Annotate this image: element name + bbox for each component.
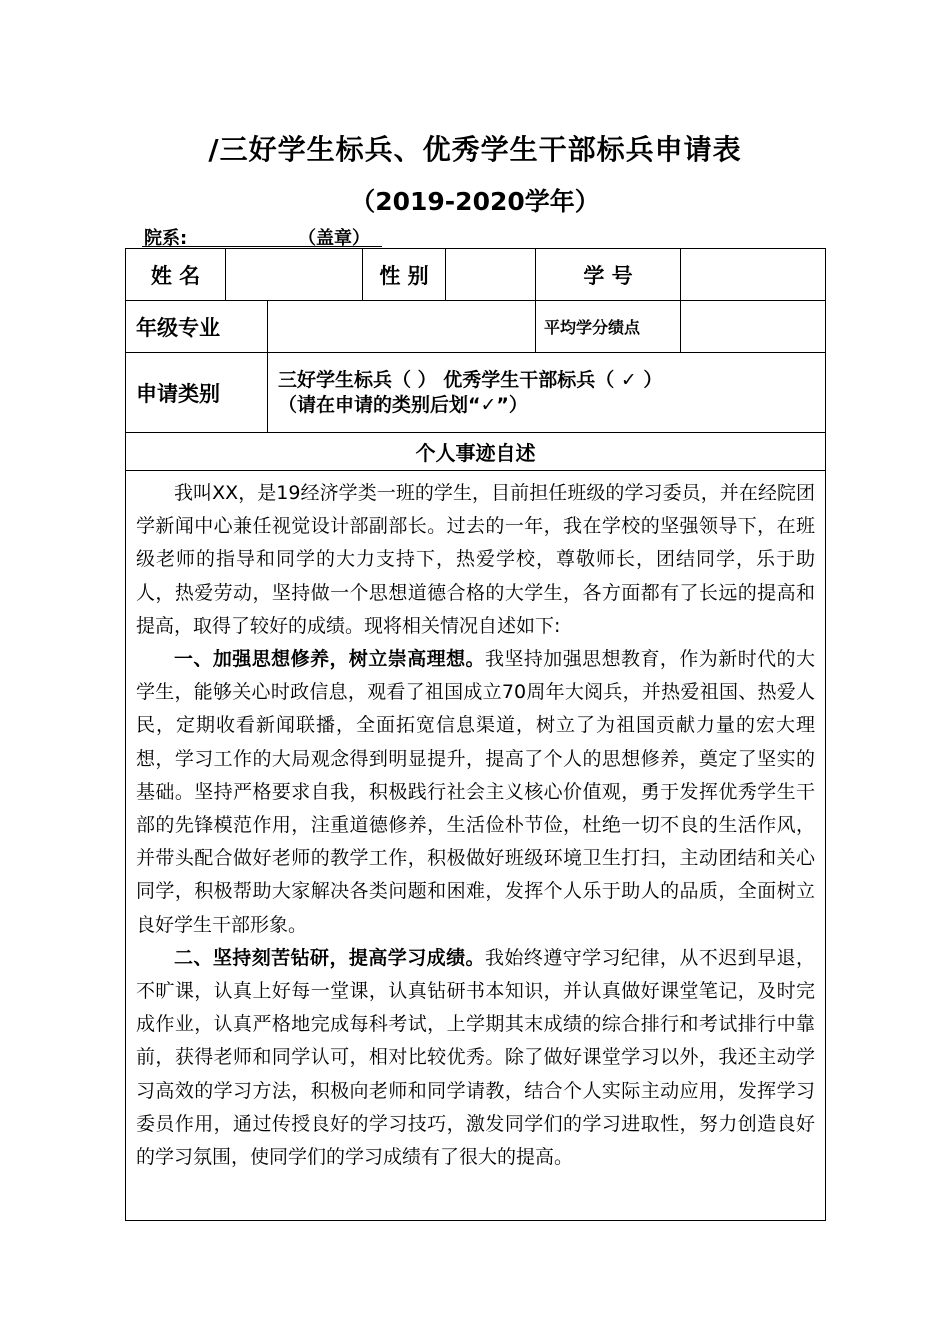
statement-paragraph-intro: 我叫XX，是19经济学类一班的学生，目前担任班级的学习委员，并在经院团学新闻中心兼任视觉设计部副部长。过去的一年，我在学校的坚强领导下，在班级老师的指导和同学的大力支持下，热爱学校，尊敬师长，团结同学，乐于助人，热爱劳动，坚持做一个思想道德合格的大学生，各方面都有了长远的提高和提高，取得了较好的成绩。现将相关情况自述如下:: [136, 482, 815, 637]
document-title: /三好学生标兵、优秀学生干部标兵申请表: [208, 133, 742, 166]
gender-field[interactable]: [446, 249, 536, 301]
seal-label: （盖章）: [298, 228, 370, 249]
gender-label: 性 别: [363, 249, 446, 301]
gpa-label: 平均学分绩点: [536, 301, 681, 353]
student-id-field[interactable]: [681, 249, 826, 301]
section-body-thought: 我坚持加强思想教育，作为新时代的大学生，能够关心时政信息，观看了祖国成立70周年大阅兵，并热爱祖国、热爱人民，定期收看新闻联播，全面拓宽信息渠道，树立了为祖国贡献力量的宏大理想，学习工作的大局观念得到明显提升，提高了个人的思想修养，奠定了坚实的基础。坚持严格要求自我，积极践行社会主义核心价值观，勇于发挥优秀学生干部的先锋模范作用，注重道德修养，生活俭朴节俭，杜绝一切不良的生活作风，并带头配合做好老师的教学工作，积极做好班级环境卫生打扫，主动团结和关心同学，积极帮助大家解决各类问题和困难，发挥个人乐于助人的品质，全面树立良好学生干部形象。: [136, 648, 815, 936]
department-label: 院系:: [144, 228, 188, 249]
statement-heading: 个人事迹自述: [126, 433, 826, 471]
name-label: 姓 名: [126, 249, 226, 301]
category-field[interactable]: [268, 353, 826, 433]
gpa-field[interactable]: [681, 301, 826, 353]
statement-paragraph-study: [136, 942, 815, 1174]
department-line: [142, 224, 382, 247]
application-form: [125, 248, 826, 1221]
document-subtitle: （2019-2020学年）: [350, 187, 600, 216]
category-instruction: （请在申请的类别后划“✓”）: [278, 393, 528, 416]
category-label: 申请类别: [126, 353, 268, 433]
category-options: 三好学生标兵（ ） 优秀学生干部标兵（ ✓ ）: [278, 368, 663, 391]
statement-paragraph-thought: [136, 643, 815, 942]
section-heading-thought: 一、加强思想修养，树立崇高理想。: [174, 648, 485, 671]
name-field[interactable]: [226, 249, 363, 301]
statement-body: [126, 471, 826, 1221]
section-heading-study: 二、坚持刻苦钻研，提高学习成绩。: [174, 946, 485, 969]
section-body-study: 我始终遵守学习纪律，从不迟到早退，不旷课，认真上好每一堂课，认真钻研书本知识，并认真做好课堂笔记，及时完成作业，认真严格地完成每科考试，上学期其末成绩的综合排行和考试排行中靠前，获得老师和同学认可，相对比较优秀。除了做好课堂学习以外，我还主动学习高效的学习方法，积极向老师和同学请教，结合个人实际主动应用，发挥学习委员作用，通过传授良好的学习技巧，激发同学们的学习进取性，努力创造良好的学习氛围，使同学们的学习成绩有了很大的提高。: [136, 946, 815, 1169]
student-id-label: 学 号: [536, 249, 681, 301]
grade-major-label: 年级专业: [126, 301, 268, 353]
grade-major-field[interactable]: [268, 301, 536, 353]
